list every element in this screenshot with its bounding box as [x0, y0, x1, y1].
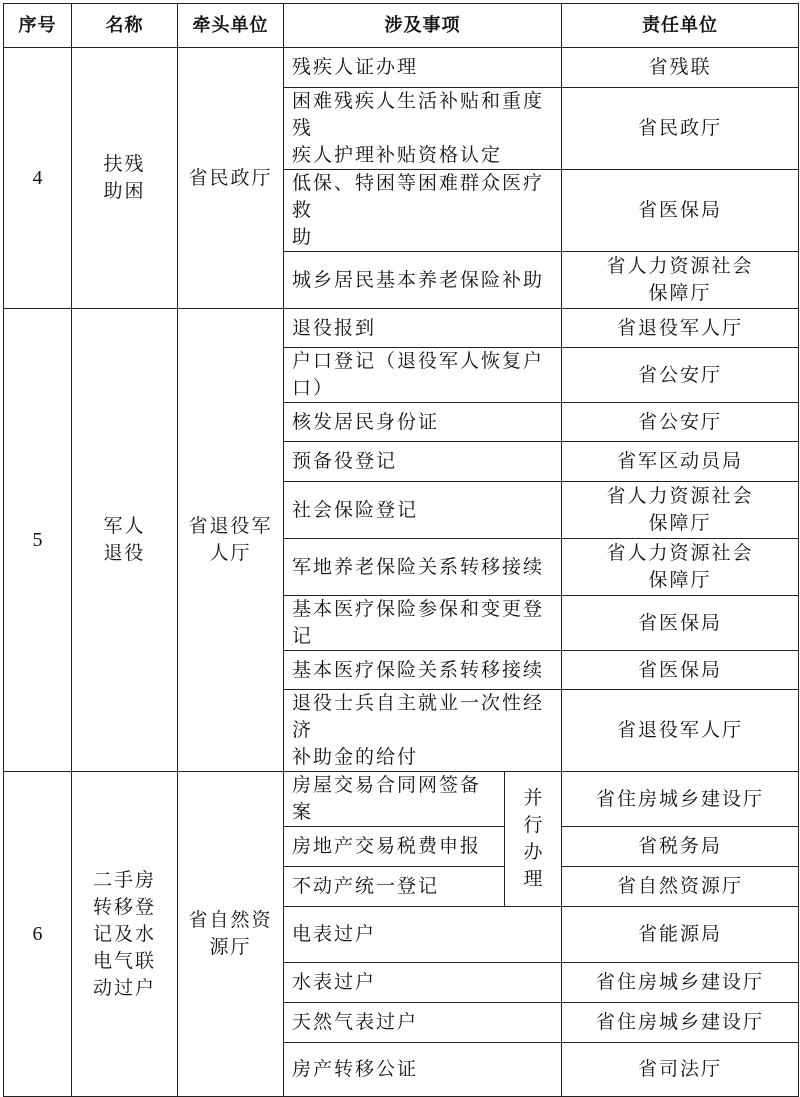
- table-row: [4, 772, 799, 827]
- matter-cell: 退役士兵自主就业一次性经济 补助金的给付: [284, 690, 562, 772]
- lead-unit: 省退役军 人厅: [178, 309, 284, 772]
- parallel-processing-note: 并 行 办 理: [505, 772, 562, 907]
- group-name: 扶残 助困: [72, 48, 178, 309]
- responsible-unit: 省住房城乡建设厅: [562, 772, 799, 827]
- table-row: [4, 309, 799, 348]
- lead-unit: 省民政厅: [178, 48, 284, 309]
- matter-cell: 基本医疗保险参保和变更登记: [284, 596, 562, 651]
- responsible-unit: 省人力资源社会 保障厅: [562, 482, 799, 539]
- services-table: [3, 3, 799, 1097]
- group-name: 二手房 转移登 记及水 电气联 动过户: [72, 772, 178, 1097]
- matter-cell: 房产转移公证: [284, 1043, 562, 1097]
- matter-cell: 水表过户: [284, 963, 562, 1003]
- responsible-unit: 省住房城乡建设厅: [562, 1003, 799, 1043]
- responsible-unit: 省税务局: [562, 827, 799, 867]
- responsible-unit: 省医保局: [562, 651, 799, 690]
- responsible-unit: 省医保局: [562, 596, 799, 651]
- matter-cell: 退役报到: [284, 309, 562, 348]
- group-name: 军人 退役: [72, 309, 178, 772]
- table-row: [4, 48, 799, 88]
- matter-cell: 预备役登记: [284, 442, 562, 482]
- responsible-unit: 省司法厅: [562, 1043, 799, 1097]
- header-lead-unit: 牵头单位: [178, 4, 284, 48]
- header-no: 序号: [4, 4, 72, 48]
- responsible-unit: 省退役军人厅: [562, 690, 799, 772]
- matter-cell: 残疾人证办理: [284, 48, 562, 88]
- matter-cell: 军地养老保险关系转移接续: [284, 539, 562, 596]
- group-number: 5: [4, 309, 72, 772]
- matter-cell: 电表过户: [284, 907, 562, 963]
- responsible-unit: 省残联: [562, 48, 799, 88]
- header-row: [4, 4, 799, 48]
- responsible-unit: 省住房城乡建设厅: [562, 963, 799, 1003]
- matter-cell: 户口登记（退役军人恢复户口）: [284, 348, 562, 403]
- group-number: 4: [4, 48, 72, 309]
- matter-cell: 天然气表过户: [284, 1003, 562, 1043]
- responsible-unit: 省民政厅: [562, 88, 799, 170]
- responsible-unit: 省能源局: [562, 907, 799, 963]
- matter-cell: 社会保险登记: [284, 482, 562, 539]
- responsible-unit: 省人力资源社会 保障厅: [562, 252, 799, 309]
- matter-cell: 低保、特困等困难群众医疗救 助: [284, 170, 562, 252]
- matter-cell: 核发居民身份证: [284, 403, 562, 442]
- matter-cell: 房屋交易合同网签备案: [284, 772, 505, 827]
- responsible-unit: 省医保局: [562, 170, 799, 252]
- lead-unit: 省自然资 源厅: [178, 772, 284, 1097]
- responsible-unit: 省退役军人厅: [562, 309, 799, 348]
- responsible-unit: 省自然资源厅: [562, 867, 799, 907]
- matter-cell: 不动产统一登记: [284, 867, 505, 907]
- matter-cell: 基本医疗保险关系转移接续: [284, 651, 562, 690]
- responsible-unit: 省军区动员局: [562, 442, 799, 482]
- responsible-unit: 省人力资源社会 保障厅: [562, 539, 799, 596]
- header-matters: 涉及事项: [284, 4, 562, 48]
- matter-cell: 房地产交易税费申报: [284, 827, 505, 867]
- responsible-unit: 省公安厅: [562, 403, 799, 442]
- matter-cell: 城乡居民基本养老保险补助: [284, 252, 562, 309]
- header-responsible-unit: 责任单位: [562, 4, 799, 48]
- matter-cell: 困难残疾人生活补贴和重度残 疾人护理补贴资格认定: [284, 88, 562, 170]
- responsible-unit: 省公安厅: [562, 348, 799, 403]
- group-number: 6: [4, 772, 72, 1097]
- header-name: 名称: [72, 4, 178, 48]
